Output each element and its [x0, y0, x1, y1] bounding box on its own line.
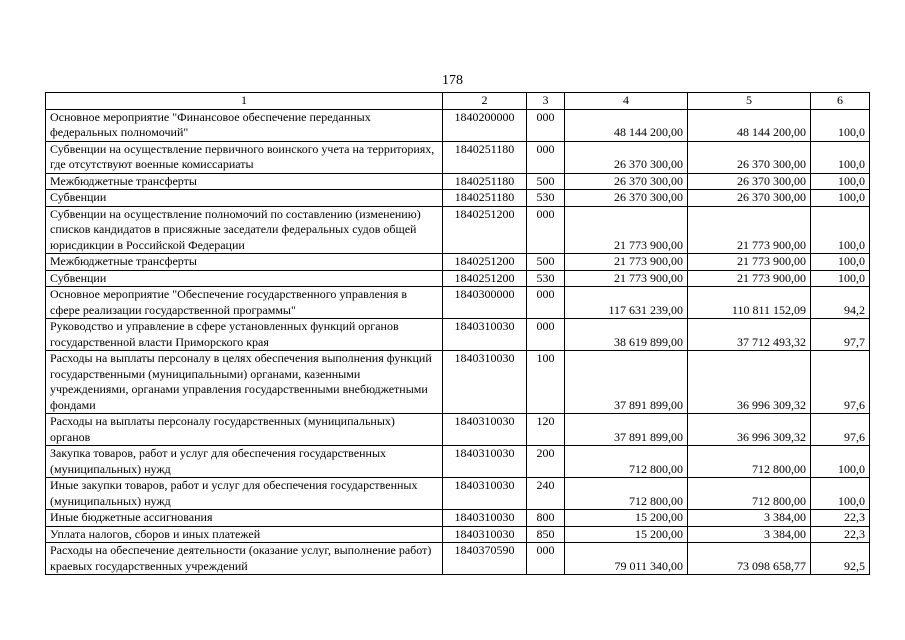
row-code-cell: 1840310030 — [443, 414, 527, 446]
row-plan-amount: 15 200,00 — [565, 510, 688, 527]
row-fact-amount: 37 712 493,32 — [688, 319, 811, 351]
row-percent: 22,3 — [811, 526, 870, 543]
header-cell: 5 — [688, 93, 811, 110]
row-percent: 100,0 — [811, 173, 870, 190]
row-fact-amount: 36 996 309,32 — [688, 351, 811, 414]
row-type-cell: 530 — [527, 270, 565, 287]
table-row — [46, 190, 870, 207]
table-row — [46, 510, 870, 527]
header-cell: 2 — [443, 93, 527, 110]
table-row — [46, 173, 870, 190]
table-row — [46, 478, 870, 510]
row-name-cell: Расходы на выплаты персоналу государственных (муниципальных) органов — [46, 414, 443, 446]
row-code-cell: 1840251200 — [443, 206, 527, 254]
row-fact-amount: 26 370 300,00 — [688, 173, 811, 190]
row-type-cell: 500 — [527, 254, 565, 271]
row-type-cell: 200 — [527, 446, 565, 478]
header-cell: 3 — [527, 93, 565, 110]
row-code-cell: 1840200000 — [443, 109, 527, 141]
row-fact-amount: 712 800,00 — [688, 446, 811, 478]
row-percent: 92,5 — [811, 543, 870, 575]
row-plan-amount: 712 800,00 — [565, 446, 688, 478]
row-plan-amount: 26 370 300,00 — [565, 173, 688, 190]
row-percent: 100,0 — [811, 109, 870, 141]
row-type-cell: 800 — [527, 510, 565, 527]
row-name-cell: Субвенции на осуществление первичного воинского учета на территориях, где отсутствуют военные комиссариаты — [46, 141, 443, 173]
row-percent: 94,2 — [811, 287, 870, 319]
row-code-cell: 1840310030 — [443, 446, 527, 478]
row-percent: 100,0 — [811, 141, 870, 173]
row-code-cell: 1840251180 — [443, 190, 527, 207]
row-plan-amount: 712 800,00 — [565, 478, 688, 510]
row-code-cell: 1840310030 — [443, 319, 527, 351]
row-type-cell: 000 — [527, 319, 565, 351]
row-fact-amount: 110 811 152,09 — [688, 287, 811, 319]
row-name-cell: Основное мероприятие "Обеспечение государственного управления в сфере реализации государственной программы" — [46, 287, 443, 319]
row-plan-amount: 117 631 239,00 — [565, 287, 688, 319]
table-row — [46, 270, 870, 287]
row-name-cell: Уплата налогов, сборов и иных платежей — [46, 526, 443, 543]
row-fact-amount: 712 800,00 — [688, 478, 811, 510]
row-name-cell: Субвенции на осуществление полномочий по составлению (изменению) списков кандидатов в присяжные заседатели федеральных судов общей юрисдикции в Российской Федерации — [46, 206, 443, 254]
row-plan-amount: 21 773 900,00 — [565, 270, 688, 287]
table-row — [46, 543, 870, 575]
row-name-cell: Субвенции — [46, 270, 443, 287]
row-fact-amount: 3 384,00 — [688, 510, 811, 527]
row-percent: 100,0 — [811, 254, 870, 271]
row-plan-amount: 37 891 899,00 — [565, 351, 688, 414]
row-name-cell: Межбюджетные трансферты — [46, 254, 443, 271]
table-row — [46, 141, 870, 173]
row-percent: 100,0 — [811, 206, 870, 254]
row-percent: 97,6 — [811, 351, 870, 414]
row-fact-amount: 48 144 200,00 — [688, 109, 811, 141]
page-number: 178 — [442, 73, 463, 88]
row-code-cell: 1840251180 — [443, 141, 527, 173]
row-plan-amount: 26 370 300,00 — [565, 141, 688, 173]
row-type-cell: 240 — [527, 478, 565, 510]
header-row — [46, 93, 870, 110]
row-fact-amount: 21 773 900,00 — [688, 254, 811, 271]
row-fact-amount: 3 384,00 — [688, 526, 811, 543]
row-code-cell: 1840370590 — [443, 543, 527, 575]
row-percent: 100,0 — [811, 190, 870, 207]
row-fact-amount: 26 370 300,00 — [688, 141, 811, 173]
row-type-cell: 500 — [527, 173, 565, 190]
row-type-cell: 000 — [527, 543, 565, 575]
table-row — [46, 526, 870, 543]
row-type-cell: 000 — [527, 206, 565, 254]
row-type-cell: 000 — [527, 287, 565, 319]
table-row — [46, 206, 870, 254]
table-row — [46, 319, 870, 351]
table-row — [46, 287, 870, 319]
row-percent: 100,0 — [811, 270, 870, 287]
row-name-cell: Иные бюджетные ассигнования — [46, 510, 443, 527]
row-type-cell: 530 — [527, 190, 565, 207]
row-name-cell: Руководство и управление в сфере установленных функций органов государственной власти Приморского края — [46, 319, 443, 351]
row-plan-amount: 37 891 899,00 — [565, 414, 688, 446]
row-code-cell: 1840300000 — [443, 287, 527, 319]
row-code-cell: 1840251200 — [443, 270, 527, 287]
row-percent: 97,6 — [811, 414, 870, 446]
row-type-cell: 120 — [527, 414, 565, 446]
row-type-cell: 100 — [527, 351, 565, 414]
row-percent: 22,3 — [811, 510, 870, 527]
table-row — [46, 351, 870, 414]
row-fact-amount: 36 996 309,32 — [688, 414, 811, 446]
row-plan-amount: 26 370 300,00 — [565, 190, 688, 207]
row-code-cell: 1840310030 — [443, 478, 527, 510]
budget-table — [45, 92, 870, 575]
row-name-cell: Расходы на выплаты персоналу в целях обеспечения выполнения функций государственными (муниципальными) органами, казенными учреждениями, органами управления государственными внебюджетными фондами — [46, 351, 443, 414]
row-type-cell: 850 — [527, 526, 565, 543]
row-name-cell: Иные закупки товаров, работ и услуг для обеспечения государственных (муниципальных) нужд — [46, 478, 443, 510]
table-row — [46, 109, 870, 141]
row-percent: 97,7 — [811, 319, 870, 351]
row-fact-amount: 26 370 300,00 — [688, 190, 811, 207]
header-cell: 1 — [46, 93, 443, 110]
row-plan-amount: 21 773 900,00 — [565, 206, 688, 254]
row-percent: 100,0 — [811, 478, 870, 510]
table-row — [46, 414, 870, 446]
row-fact-amount: 21 773 900,00 — [688, 270, 811, 287]
row-type-cell: 000 — [527, 109, 565, 141]
row-percent: 100,0 — [811, 446, 870, 478]
row-name-cell: Субвенции — [46, 190, 443, 207]
header-cell: 6 — [811, 93, 870, 110]
table-body — [46, 109, 870, 575]
row-name-cell: Основное мероприятие "Финансовое обеспечение переданных федеральных полномочий" — [46, 109, 443, 141]
row-fact-amount: 21 773 900,00 — [688, 206, 811, 254]
row-plan-amount: 38 619 899,00 — [565, 319, 688, 351]
row-name-cell: Межбюджетные трансферты — [46, 173, 443, 190]
row-code-cell: 1840310030 — [443, 351, 527, 414]
row-code-cell: 1840310030 — [443, 510, 527, 527]
row-plan-amount: 15 200,00 — [565, 526, 688, 543]
row-code-cell: 1840310030 — [443, 526, 527, 543]
row-name-cell: Расходы на обеспечение деятельности (оказание услуг, выполнение работ) краевых государственных учреждений — [46, 543, 443, 575]
row-code-cell: 1840251180 — [443, 173, 527, 190]
row-type-cell: 000 — [527, 141, 565, 173]
row-name-cell: Закупка товаров, работ и услуг для обеспечения государственных (муниципальных) нужд — [46, 446, 443, 478]
row-plan-amount: 21 773 900,00 — [565, 254, 688, 271]
header-cell: 4 — [565, 93, 688, 110]
row-fact-amount: 73 098 658,77 — [688, 543, 811, 575]
row-plan-amount: 79 011 340,00 — [565, 543, 688, 575]
row-code-cell: 1840251200 — [443, 254, 527, 271]
table-row — [46, 446, 870, 478]
row-plan-amount: 48 144 200,00 — [565, 109, 688, 141]
table-row — [46, 254, 870, 271]
